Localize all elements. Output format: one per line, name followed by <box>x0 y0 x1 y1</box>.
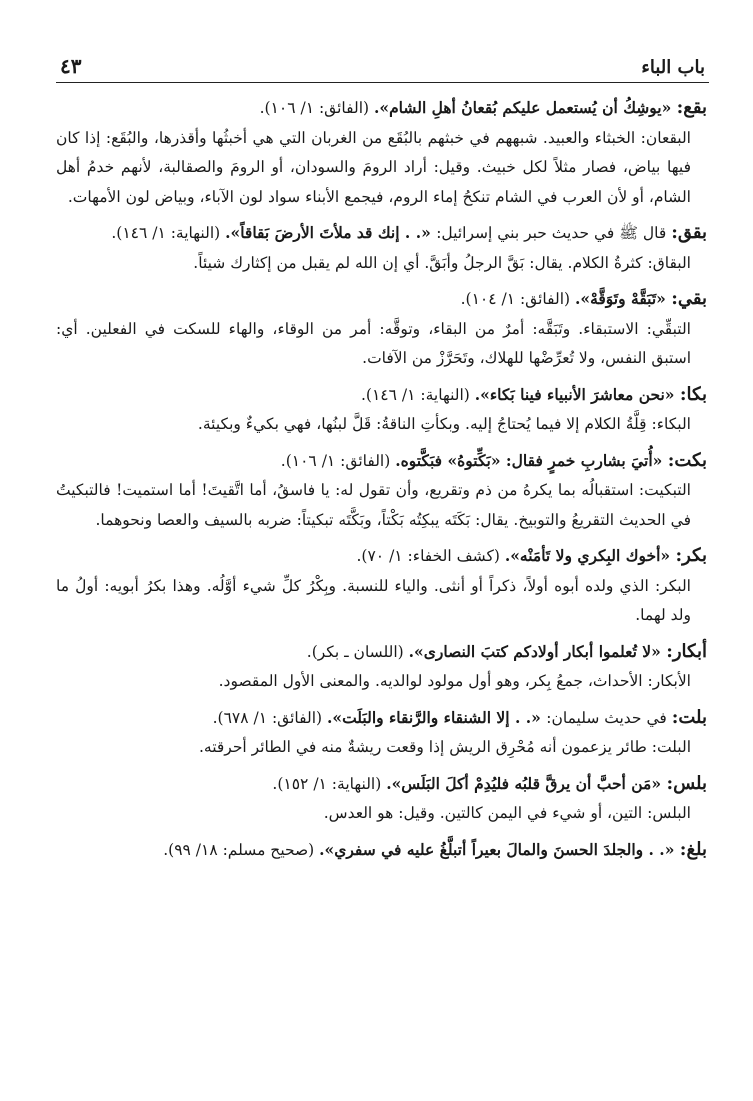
entry-definition: التبكيت: استقبالُه بما يكرهُ من ذم وتقريع، وأن تقول له: يا فاسقُ، أما اتَّقيتَ! أما استميت! فالتبكيتُ في الحديث التقريعُ والتوبيخ. يقال: بَكَتَه يبكِتُه بَكْتاً، وبَكَّتَه تبكيتاً: ضربه بالسيف والعصا ونحوهما. <box>56 481 691 529</box>
hadith-text: «مَن أحبَّ أن يرقَّ قلبُه فليُدِمْ أكلَ البَلَس». <box>386 773 667 793</box>
hadith-text: «نحن معاشرَ الأنبياء فينا بَكاء». <box>474 384 680 404</box>
hadith-source: (كشف الخفاء: ١/ ٧٠). <box>356 547 505 565</box>
hadith-source: (النهاية: ١/ ١٤٦). <box>361 385 475 404</box>
entry-heading <box>56 93 709 124</box>
root-word: بقع: <box>676 97 707 118</box>
hadith-text: «لا تُعلموا أبكار أولادكم كتبَ النصارى». <box>408 641 667 661</box>
entry-heading <box>56 835 709 866</box>
root-word: بقق: <box>671 222 707 243</box>
entry-balas <box>56 769 709 829</box>
entry-bakt <box>56 446 709 536</box>
page-body <box>56 83 709 865</box>
entry-definition: الأبكار: الأحداث، جمعُ بِكر، وهو أول مولود لوالديه. والمعنى الأول المقصود. <box>218 672 691 690</box>
entry-heading <box>56 218 709 249</box>
entry-heading <box>56 703 709 734</box>
entry-definition: التبقِّي: الاستبقاء. وتَبَقَّه: أمرٌ من البقاء، وتوقَّه: أمر من الوقاء، والهاء للسكت في الفعلين. أي: استبق النفس، ولا تُعرِّضْها للهلاك، وتَحَرَّزْ من الآفات. <box>56 319 691 367</box>
hadith-source: (الفائق: ١/ ١٠٤). <box>460 290 575 308</box>
entry-definition: البكاء: قِلَّةُ الكلام إلا فيما يُحتاجُ إليه. وبكأتِ الناقةُ: قَلَّ لبنُها، فهي بكيءٌ وبكيئة. <box>197 415 691 433</box>
hadith-text: «. . إلا الشنقاء والرَّنقاء والبَلَت». <box>327 707 547 727</box>
page-number: ٤٣ <box>60 54 82 78</box>
entry-baqaa <box>56 93 709 212</box>
hadith-intro: قال ﷺ في حديث حبر بني إسرائيل: <box>436 224 672 242</box>
hadith-text: «تَبَقَّهْ وتَوَقَّهْ». <box>575 289 672 308</box>
entry-heading <box>56 446 709 477</box>
entry-balat <box>56 703 709 763</box>
entry-definition: البلت: طائر يزعمون أنه مُحْرِق الريش إذا وقعت ريشةٌ منه في الطائر أحرقته. <box>198 738 691 756</box>
hadith-text: «أُتيَ بشاربِ خمرٍ فقال: «بَكِّتوهُ» فبَكَّتوه. <box>395 450 668 470</box>
entry-heading <box>56 284 709 315</box>
root-word: بكا: <box>679 383 707 405</box>
hadith-source: (اللسان ـ بكر). <box>306 642 409 661</box>
root-word: بلت: <box>671 706 707 728</box>
hadith-source: (الفائق: ١/ ١٠٦). <box>259 99 374 117</box>
hadith-source: (الفائق: ١/ ١٠٦). <box>280 451 396 470</box>
root-word: بكت: <box>667 449 707 471</box>
root-word: بلس: <box>666 772 707 794</box>
hadith-source: (صحيح مسلم: ١٨/ ٩٩). <box>163 840 320 859</box>
entry-bakr <box>56 541 709 631</box>
entry-baqi <box>56 284 709 374</box>
entry-heading <box>56 637 709 668</box>
entry-abkar <box>56 637 709 697</box>
entry-heading <box>56 541 709 572</box>
page-header <box>56 48 709 83</box>
root-word: بكر: <box>675 545 707 566</box>
entry-balagh <box>56 835 709 866</box>
hadith-text: «يوشِكُ أن يُستعمل عليكم بُقعانُ أهلِ الشام». <box>373 98 677 117</box>
hadith-text: «. . إنك قد ملأتَ الأرضَ بَقاقاً». <box>225 223 437 242</box>
hadith-source: (الفائق: ١/ ٦٧٨). <box>212 708 327 727</box>
chapter-title: باب الباء <box>641 57 705 78</box>
entry-heading <box>56 769 709 800</box>
entry-baqq <box>56 218 709 278</box>
entry-definition: البلس: التين، أو شيء في اليمن كالتين. وقيل: هو العدس. <box>323 804 691 822</box>
hadith-source: (النهاية: ١/ ١٤٦). <box>111 224 226 242</box>
hadith-source: (النهاية: ١/ ١٥٢). <box>272 774 387 793</box>
entry-definition: البقعان: الخبثاء والعبيد. شبههم في خبثهم بالبُقَع من الغربان التي هي أخبثُها وأقذرها، والبُقَع: إذا كان فيها بياض، فصار مثلاً لكل خبيث. وقيل: أراد الرومَ والسودان، أو الرومَ والصقالبة، لأنهم خدمُ أهل الشام، أو لأن العرب في الشام تنكحُ إماء الروم، فيجمع الأبناء سواد لون الآباء، وبياض لون الأمهات. <box>56 128 691 206</box>
hadith-intro: في حديث سليمان: <box>546 708 672 727</box>
hadith-text: «أخوك البِكري ولا تَأمَنْه». <box>504 546 676 565</box>
hadith-text: «. . والجلدَ الحسنَ والمالَ بعيراً أتبلَّغُ عليه في سفري». <box>319 839 680 859</box>
entry-baka <box>56 380 709 440</box>
entry-definition: البكر: الذي ولده أبوه أولاً، ذكراً أو أنثى. والياء للنسبة. وبِكْرُ كلِّ شيء أوَّلُه. وهذا بكرُ أبويه: أولُ ما ولد لهما. <box>56 576 691 624</box>
root-word: بقي: <box>671 288 707 309</box>
entry-definition: البقاق: كثرةُ الكلام. يقال: بَقَّ الرجلُ وأبَقَّ. أي إن الله لم يقبل من إكثارك شيئاً. <box>193 253 691 272</box>
root-word: أبكار: <box>666 640 707 662</box>
root-word: بلغ: <box>679 838 707 860</box>
entry-heading <box>56 380 709 411</box>
